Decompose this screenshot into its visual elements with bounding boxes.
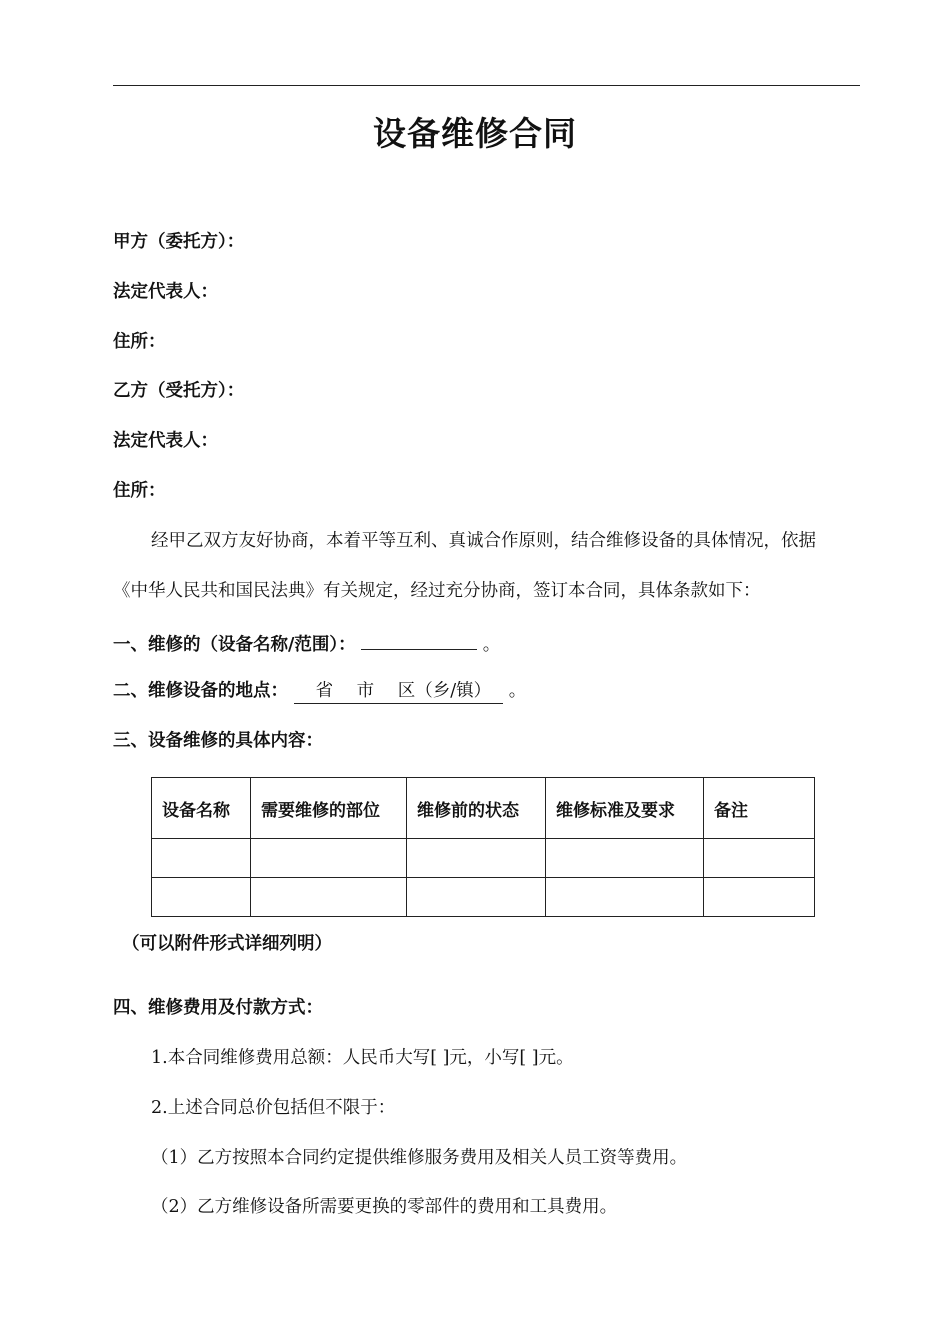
- table-cell[interactable]: [546, 878, 704, 917]
- header-pre-repair-status: 维修前的状态: [407, 778, 546, 839]
- table-cell[interactable]: [152, 839, 251, 878]
- table-cell[interactable]: [251, 839, 407, 878]
- table-cell[interactable]: [704, 839, 815, 878]
- document-title: 设备维修合同: [373, 114, 577, 153]
- section-1: [113, 629, 500, 657]
- clause-2: 2.上述合同总价包括但不限于：: [151, 1098, 396, 1118]
- table-row: [152, 839, 815, 878]
- party-a-label: 甲方（委托方）：: [113, 232, 245, 252]
- table-cell[interactable]: [407, 839, 546, 878]
- party-a-representative-label: 法定代表人：: [113, 282, 218, 302]
- clause-2-item-1: （1）乙方按照本合同约定提供维修服务费用及相关人员工资等费用。: [151, 1148, 688, 1168]
- section-4-label: 四、维修费用及付款方式：: [113, 998, 323, 1018]
- header-repair-part: 需要维修的部位: [251, 778, 407, 839]
- table-cell[interactable]: [546, 839, 704, 878]
- province-label: 省: [315, 681, 334, 701]
- header-rule: [113, 85, 860, 86]
- table-cell[interactable]: [152, 878, 251, 917]
- location-blank[interactable]: [294, 679, 504, 704]
- table-cell[interactable]: [251, 878, 407, 917]
- section-1-label: 一、维修的（设备名称/范围）：: [113, 635, 356, 655]
- district-label: 区（乡/镇）: [397, 681, 492, 701]
- section-1-tail: 。: [482, 635, 501, 655]
- section-2-tail: 。: [508, 681, 527, 701]
- party-a-address-label: 住所：: [113, 332, 166, 352]
- table-cell[interactable]: [407, 878, 546, 917]
- party-b-label: 乙方（受托方）：: [113, 381, 245, 401]
- party-b-address-label: 住所：: [113, 481, 166, 501]
- intro-paragraph-line-2: 《中华人民共和国民法典》有关规定，经过充分协商，签订本合同，具体条款如下：: [113, 581, 761, 601]
- section-2-label: 二、维修设备的地点：: [113, 681, 288, 701]
- section-3-label: 三、设备维修的具体内容：: [113, 731, 323, 751]
- header-repair-standard: 维修标准及要求: [546, 778, 704, 839]
- table-row: [152, 878, 815, 917]
- header-remarks: 备注: [704, 778, 815, 839]
- table-header-row: [152, 778, 815, 839]
- header-equipment-name: 设备名称: [152, 778, 251, 839]
- party-b-representative-label: 法定代表人：: [113, 431, 218, 451]
- table-cell[interactable]: [704, 878, 815, 917]
- repair-content-table: [151, 777, 815, 917]
- clause-1: 1.本合同维修费用总额：人民币大写[ ]元，小写[ ]元。: [151, 1048, 574, 1068]
- section-2: [113, 679, 526, 704]
- city-label: 市: [356, 681, 375, 701]
- equipment-name-blank[interactable]: [361, 629, 477, 650]
- table-note: （可以附件形式详细列明）: [122, 934, 332, 954]
- intro-paragraph-line-1: 经甲乙双方友好协商，本着平等互利、真诚合作原则，结合维修设备的具体情况，依据: [151, 531, 816, 551]
- clause-2-item-2: （2）乙方维修设备所需要更换的零部件的费用和工具费用。: [151, 1197, 618, 1217]
